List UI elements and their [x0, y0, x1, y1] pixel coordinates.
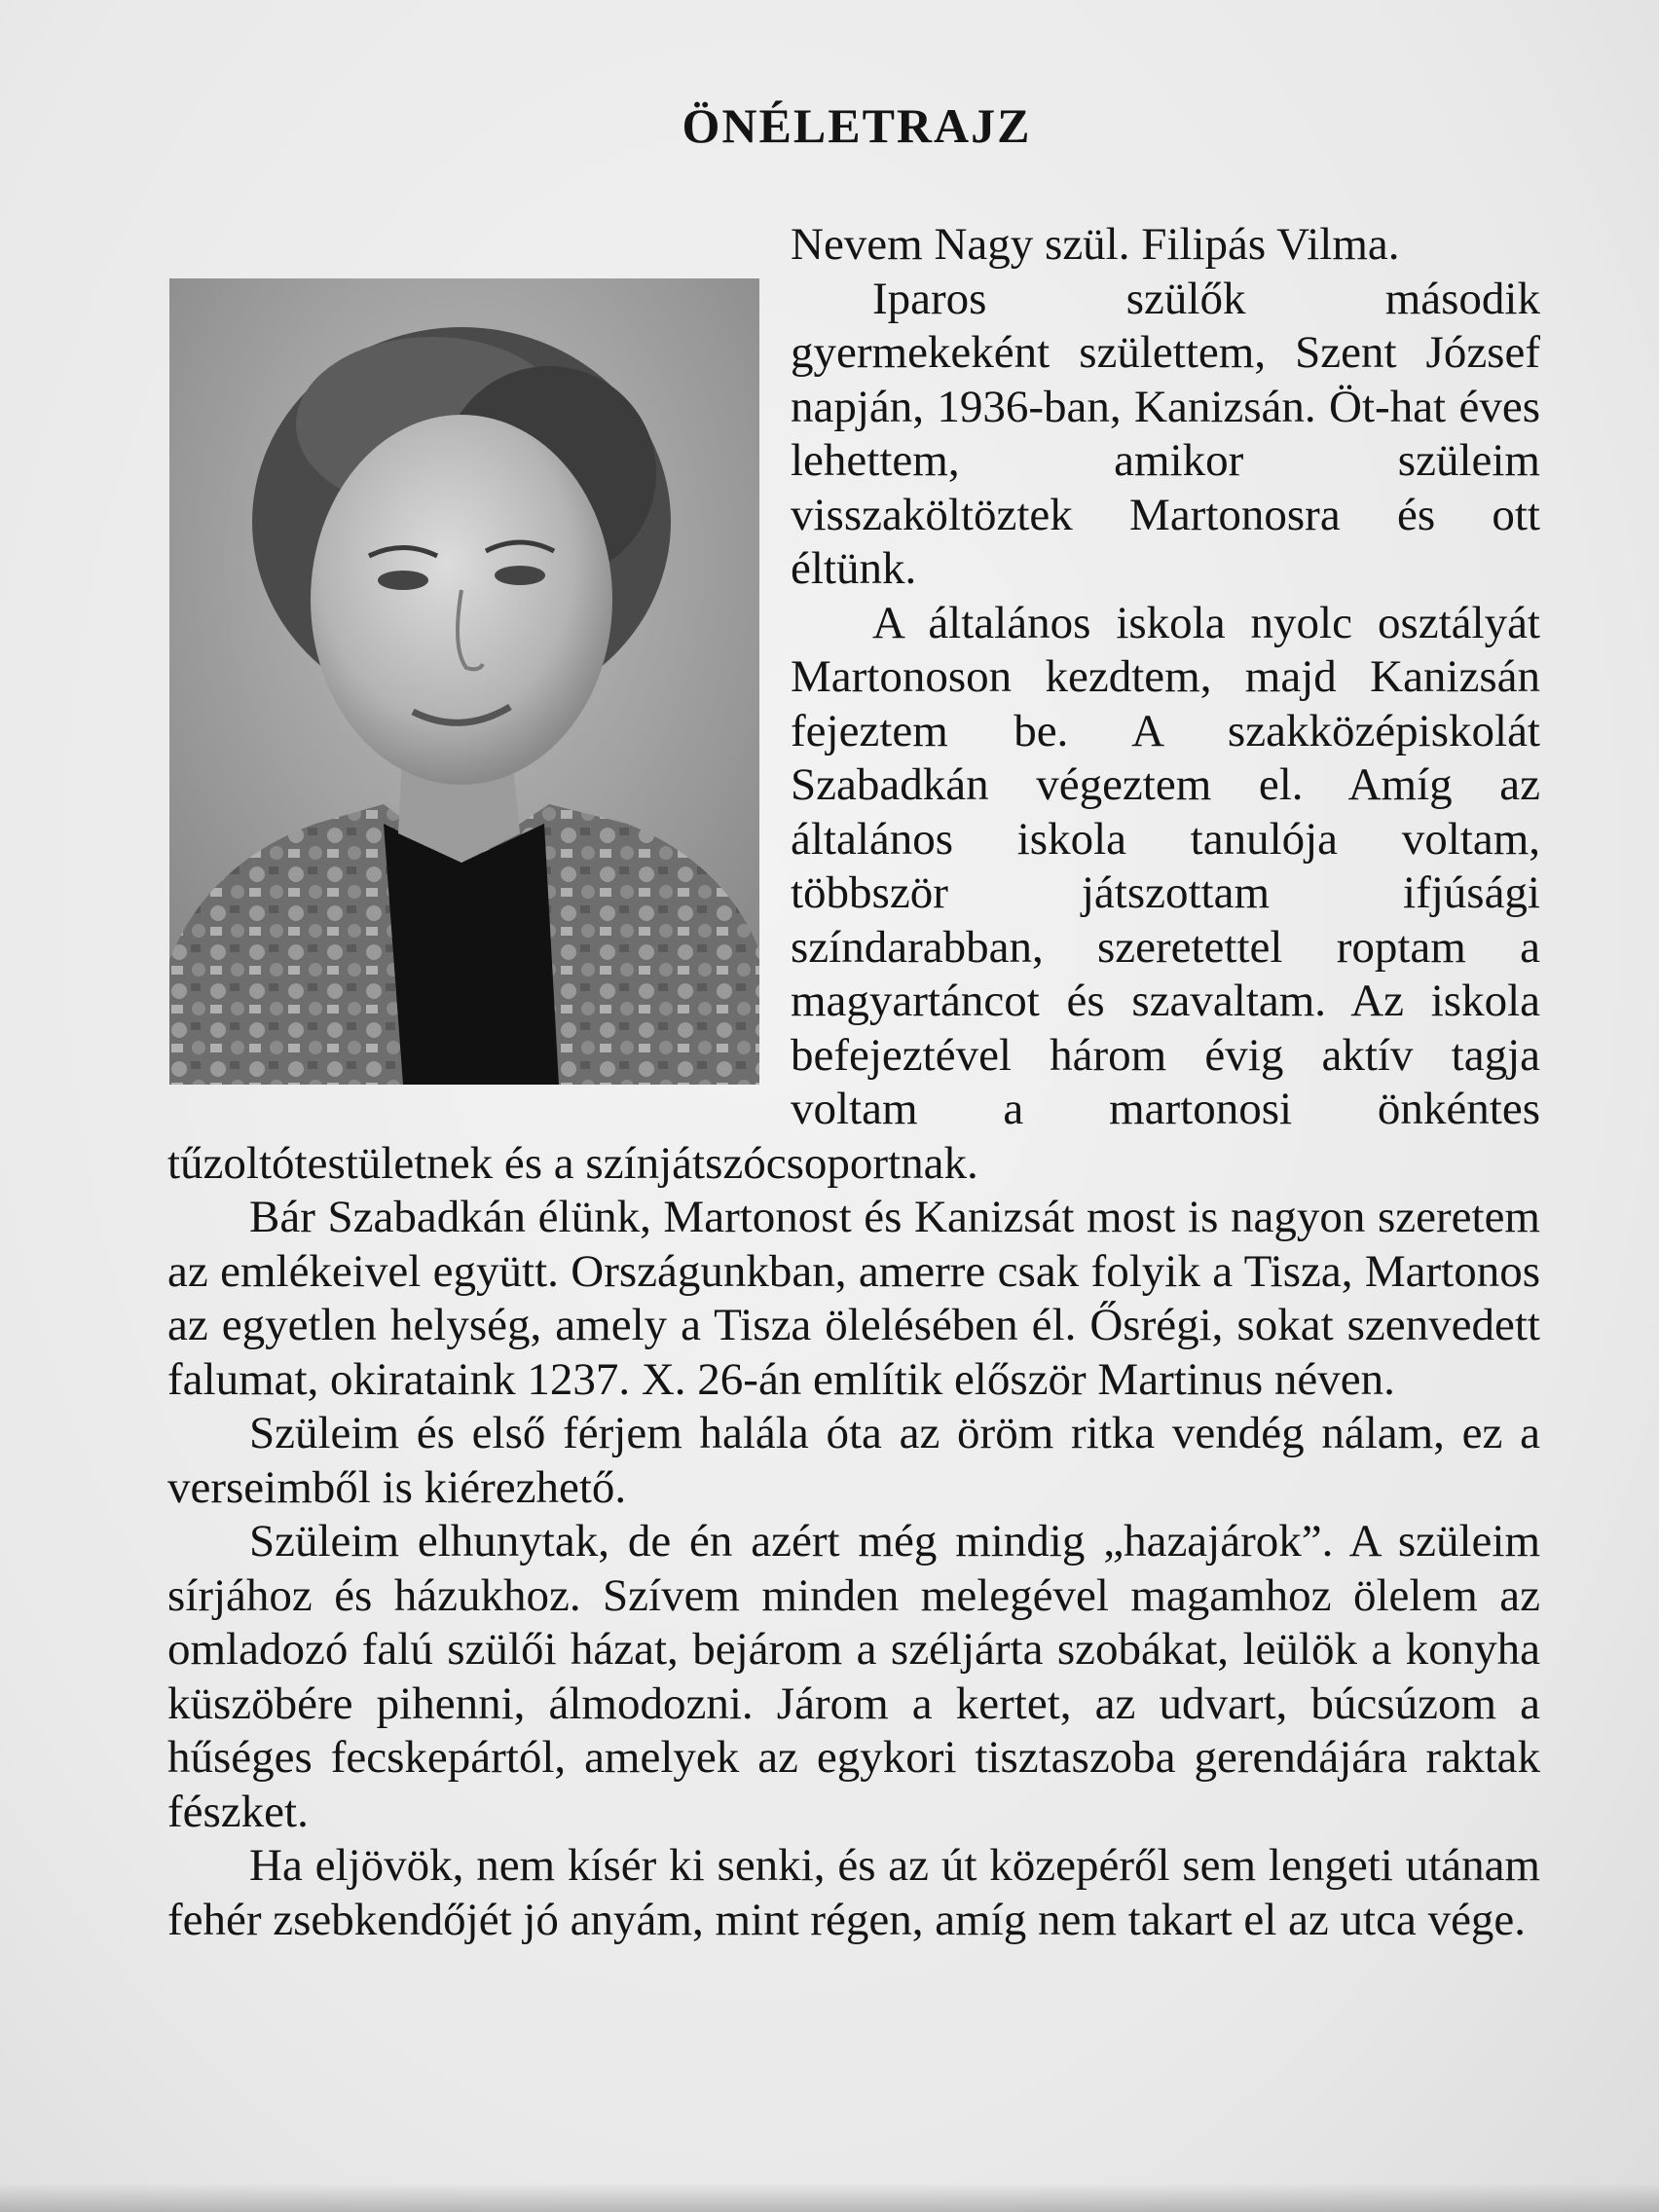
biography-text [167, 218, 1540, 2126]
page-title: ÖNÉLETRAJZ [682, 98, 1032, 153]
paragraph-loss: Szüleim és első férjem halála óta az öröm ritka vendég nálam, ez a verseimből is kiérezhető. [167, 1408, 1540, 1513]
paragraph-school: A általános iskola nyolc osztályát Martonoson kezdtem, majd Kanizsán fejeztem be. A szakközépiskolát Szabadkán végeztem el. Amíg az általános iskola tanulója voltam, többször játszottam ifjúsági színdarabban, szeretettel roptam a magyartáncot és szavaltam. Az iskola befejeztével három évig aktív tagja voltam a martonosi önkéntes tűzoltótestületnek és a színjátszócsoportnak. [167, 597, 1540, 1189]
scan-edge [0, 2183, 1659, 2212]
paragraph-homecoming: Szüleim elhunytak, de én azért még mindig „hazajárok”. A szüleim sírjához és házukhoz. Szívem minden melegével magamhoz ölelem az omladozó falú szülői házat, bejárom a széljárta szobákat, leülök a konyha küszöbére pihenni, álmodozni. Járom a kertet, az udvart, búcsúzom a hűséges fecskepártól, amelyek az egykori tisztaszoba gerendájára raktak fészket. [167, 1516, 1540, 1837]
paragraph-name: Nevem Nagy szül. Filipás Vilma. [791, 219, 1400, 270]
photo-spacer [167, 218, 791, 1125]
paragraph-hometown: Bár Szabadkán élünk, Martonost és Kanizsát most is nagyon szeretem az emlékeivel együtt. Országunkban, amerre csak folyik a Tisza, Martonos az egyetlen helység, amely a Tisza ölelésében él. Ősrégi, sokat szenvedett falumat, okirataink 1237. X. 26-án említik először Martinus néven. [167, 1192, 1540, 1405]
paragraph-birth: Iparos szülők második gyermekeként születtem, Szent József napján, 1936-ban, Kanizsán. Öt-hat éves lehettem, amikor szüleim visszaköltöztek Martonosra és ott éltünk. [791, 273, 1540, 594]
paragraph-farewell: Ha eljövök, nem kísér ki senki, és az út közepéről sem lengeti utánam fehér zsebkendőjét jó anyám, mint régen, amíg nem takart el az utca vége. [167, 1840, 1540, 1945]
